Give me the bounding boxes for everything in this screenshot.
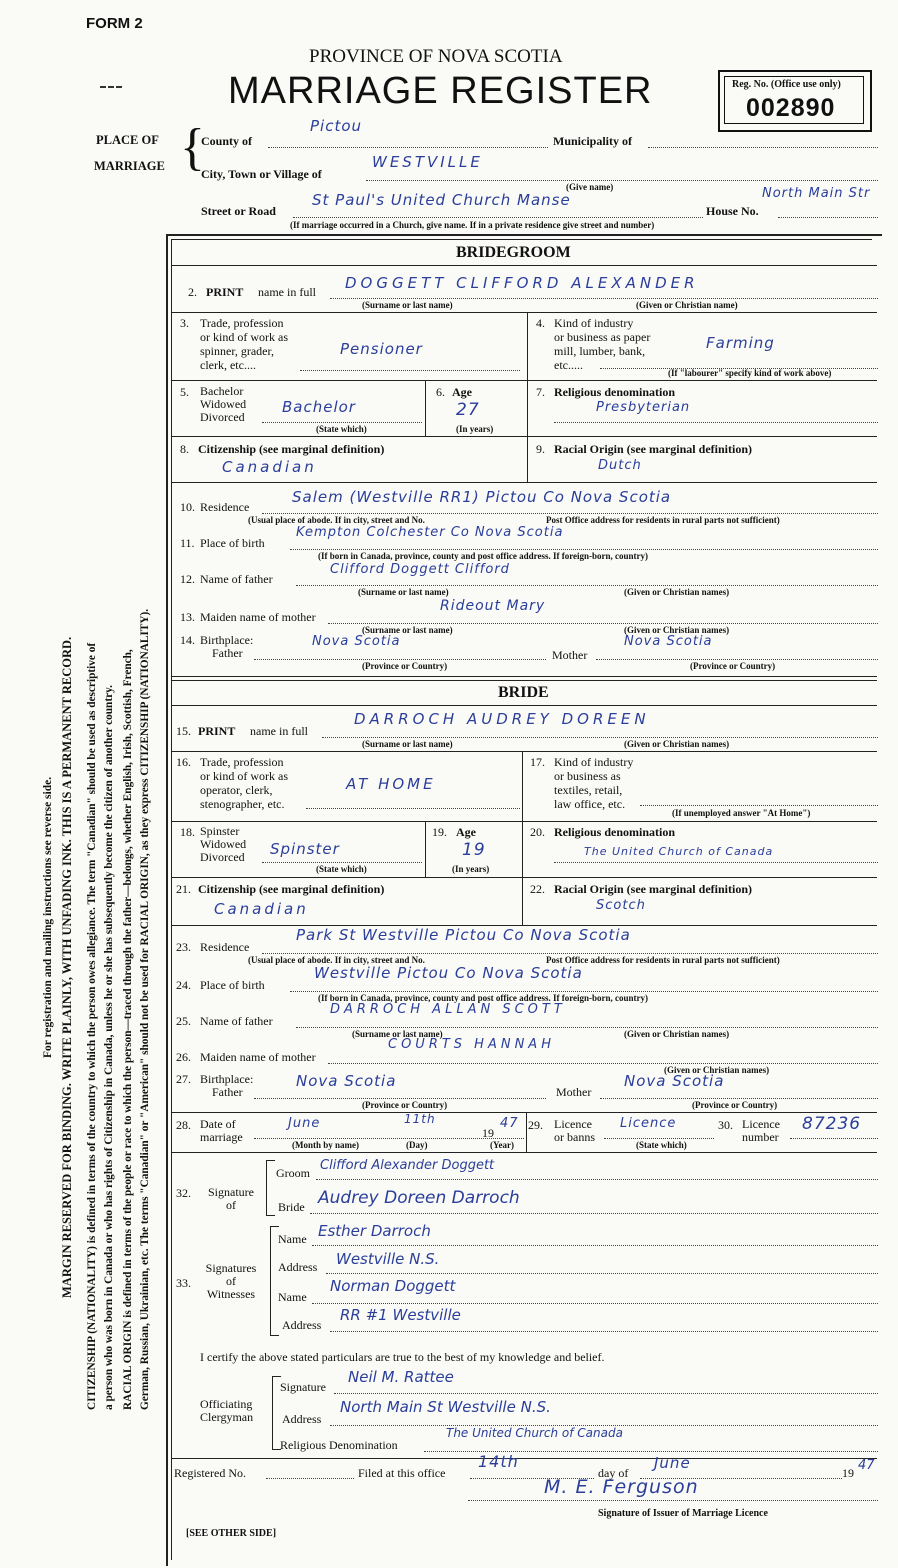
clergy-address-label: Address bbox=[282, 1412, 322, 1426]
groom-father-label: Name of father bbox=[200, 572, 273, 586]
bride-father-birthplace: Nova Scotia bbox=[296, 1072, 397, 1090]
caption: (Given or Christian name) bbox=[636, 300, 738, 310]
groom-mother-label: Maiden name of mother bbox=[200, 610, 316, 624]
filed-year: 47 bbox=[858, 1458, 875, 1473]
witness1-name-label: Name bbox=[278, 1232, 307, 1246]
caption: (In years) bbox=[456, 424, 494, 434]
groom-mother-value: Rideout Mary bbox=[440, 598, 546, 614]
groom-religion-value: Presbyterian bbox=[596, 400, 691, 415]
field-number: 13. bbox=[180, 610, 195, 624]
field-number: 11. bbox=[180, 536, 195, 550]
caption: (Given or Christian names) bbox=[624, 625, 730, 635]
bride-father-value: DARROCH ALLAN SCOTT bbox=[330, 1002, 566, 1017]
caption: (Usual place of abode. If in city, street and No. bbox=[248, 515, 425, 525]
place-note: (If marriage occurred in a Church, give name. If in a private residence give street and number) bbox=[290, 220, 655, 230]
caption: (In years) bbox=[452, 864, 490, 874]
groom-parents-birthplace-label: Birthplace: bbox=[200, 633, 254, 647]
margin-racial-def-1: RACIAL ORIGIN is defined in terms of the people or race to which the person—traced through the father—belongs, whether English, Irish, Scottish, French, bbox=[122, 649, 134, 1410]
field-number: 26. bbox=[176, 1050, 191, 1064]
margin-registration-note: For registration and mailing instructions see reverse side. bbox=[42, 776, 54, 1058]
field-number: 18. bbox=[180, 825, 195, 839]
caption: (Province or Country) bbox=[690, 661, 776, 671]
bride-racial-label: Racial Origin (see marginal definition) bbox=[554, 882, 752, 896]
field-number: 7. bbox=[536, 385, 545, 399]
margin-mark bbox=[100, 86, 122, 88]
field-number: 17. bbox=[530, 755, 545, 769]
clergy-address: North Main St Westville N.S. bbox=[340, 1398, 551, 1416]
registered-no-label: Registered No. bbox=[174, 1466, 246, 1480]
field-number: 30. bbox=[718, 1118, 733, 1132]
caption: (Given or Christian names) bbox=[624, 1029, 730, 1039]
witness1-address-label: Address bbox=[278, 1260, 318, 1274]
groom-marital-label: Bachelor Widowed Divorced bbox=[200, 384, 247, 424]
bride-racial-value: Scotch bbox=[596, 898, 646, 913]
give-name-caption: (Give name) bbox=[566, 182, 614, 192]
witness2-address-label: Address bbox=[282, 1318, 322, 1332]
house-value: North Main Str bbox=[762, 186, 871, 201]
bride-industry-label: Kind of industry or business as textiles, retail, law office, etc. bbox=[554, 755, 634, 811]
margin-racial-def-2: German, Russian, Ukrainian, etc. The terms "Canadian" or "American" should not be used for RACIAL ORIGIN, as they express CITIZENSHIP (NATIONALITY). bbox=[139, 608, 151, 1410]
bride-religion-label: Religious denomination bbox=[554, 825, 676, 839]
caption: (Year) bbox=[490, 1140, 514, 1150]
form-number: FORM 2 bbox=[86, 15, 143, 32]
caption: (Surname or last name) bbox=[358, 587, 449, 597]
caption: (If "labourer" specify kind of work above) bbox=[668, 368, 832, 378]
bride-residence-label: Residence bbox=[200, 940, 250, 954]
caption: (Surname or last name) bbox=[362, 739, 453, 749]
clergy-denomination-label: Religious Denomination bbox=[280, 1438, 398, 1452]
bride-name-value: DARROCH AUDREY DOREEN bbox=[354, 710, 650, 728]
place-label-2: MARRIAGE bbox=[94, 159, 165, 173]
bride-age-value: 19 bbox=[462, 840, 486, 860]
day-of-label: day of bbox=[598, 1466, 629, 1480]
licence-number-value: 87236 bbox=[802, 1114, 862, 1134]
groom-religion-label: Religious denomination bbox=[554, 385, 676, 399]
groom-father-birthplace: Nova Scotia bbox=[312, 634, 401, 649]
margin-binding-note: MARGIN RESERVED FOR BINDING. WRITE PLAINLY, WITH UNFADING INK. THIS IS A PERMANENT RECORD. bbox=[60, 636, 74, 1298]
bride-mother-birthplace: Nova Scotia bbox=[624, 1072, 725, 1090]
caption: (Usual place of abode. If in city, street and No. bbox=[248, 955, 425, 965]
margin-citizenship-def-2: a person who was born in Canada or who has rights of Citizenship in Canada, unless he or she has subsequently become the citizen of another country. bbox=[103, 685, 115, 1410]
caption: (If unemployed answer "At Home") bbox=[672, 808, 811, 818]
caption: Post Office address for residents in rural parts not sufficient) bbox=[546, 955, 780, 965]
year-prefix: 19 bbox=[842, 1466, 854, 1480]
field-number: 2. bbox=[188, 285, 197, 299]
groom-signature: Clifford Alexander Doggett bbox=[320, 1158, 495, 1173]
witness2-name-label: Name bbox=[278, 1290, 307, 1304]
field-number: 14. bbox=[180, 633, 195, 647]
field-number: 32. bbox=[176, 1186, 191, 1200]
field-number: 10. bbox=[180, 500, 195, 514]
bride-birthplace-label: Place of birth bbox=[200, 978, 265, 992]
father-label: Father bbox=[212, 646, 243, 660]
caption: (Province or Country) bbox=[362, 661, 448, 671]
bride-marital-value: Spinster bbox=[270, 840, 340, 858]
caption: (State which) bbox=[316, 864, 367, 874]
bride-name-label: name in full bbox=[250, 724, 308, 738]
witness1-address: Westville N.S. bbox=[336, 1250, 440, 1268]
licence-banns-label: Licence or banns bbox=[554, 1117, 595, 1144]
reg-number: 002890 bbox=[746, 94, 836, 122]
signature-label: Signature of bbox=[208, 1185, 254, 1212]
field-number: 16. bbox=[176, 755, 191, 769]
caption: (State which) bbox=[316, 424, 367, 434]
marriage-year: 47 bbox=[500, 1116, 519, 1131]
witness2-name: Norman Doggett bbox=[330, 1277, 456, 1295]
groom-citizenship-label: Citizenship (see marginal definition) bbox=[198, 442, 385, 456]
filed-day: 14th bbox=[478, 1452, 519, 1471]
bride-religion-value: The United Church of Canada bbox=[584, 845, 774, 858]
groom-father-value: Clifford Doggett Clifford bbox=[330, 562, 510, 577]
caption: (If born in Canada, province, county and post office address. If foreign-born, country) bbox=[318, 993, 649, 1003]
year-prefix: 19 bbox=[482, 1126, 494, 1140]
certification-statement: I certify the above stated particulars are true to the best of my knowledge and belief. bbox=[200, 1350, 605, 1364]
see-other-side: [SEE OTHER SIDE] bbox=[186, 1528, 277, 1539]
field-number: 8. bbox=[180, 442, 189, 456]
bride-mother-label: Maiden name of mother bbox=[200, 1050, 316, 1064]
groom-name-label: name in full bbox=[258, 285, 316, 299]
licence-banns-value: Licence bbox=[620, 1116, 677, 1131]
witnesses-label: Signatures of Witnesses bbox=[205, 1261, 257, 1301]
groom-racial-label: Racial Origin (see marginal definition) bbox=[554, 442, 752, 456]
field-number: 5. bbox=[180, 385, 189, 399]
groom-citizenship-value: Canadian bbox=[222, 458, 317, 476]
field-number: 9. bbox=[536, 442, 545, 456]
witness1-name: Esther Darroch bbox=[318, 1222, 431, 1240]
document-title: MARRIAGE REGISTER bbox=[228, 70, 653, 112]
clergy-signature: Neil M. Rattee bbox=[348, 1368, 454, 1386]
groom-birthplace-label: Place of birth bbox=[200, 536, 265, 550]
reg-number-box bbox=[718, 70, 872, 132]
bride-mother-value: COURTS HANNAH bbox=[388, 1037, 555, 1052]
filed-label: Filed at this office bbox=[358, 1466, 446, 1480]
municipality-label: Municipality of bbox=[553, 134, 633, 148]
marriage-date-label: Date of marriage bbox=[200, 1117, 243, 1144]
issuer-signature-caption: Signature of Issuer of Marriage Licence bbox=[598, 1508, 768, 1519]
mother-label: Mother bbox=[556, 1085, 592, 1099]
bride-birthplace-value: Westville Pictou Co Nova Scotia bbox=[314, 964, 583, 982]
bride-marital-label: Spinster Widowed Divorced bbox=[200, 824, 247, 864]
groom-birthplace-value: Kempton Colchester Co Nova Scotia bbox=[296, 525, 564, 540]
house-label: House No. bbox=[706, 204, 759, 218]
groom-racial-value: Dutch bbox=[598, 458, 642, 473]
caption: (Month by name) bbox=[292, 1140, 359, 1150]
place-brace: { bbox=[180, 119, 205, 176]
groom-age-value: 27 bbox=[456, 400, 480, 420]
caption: (Surname or last name) bbox=[352, 1029, 443, 1039]
witness2-address: RR #1 Westville bbox=[340, 1306, 461, 1324]
bride-trade-label: Trade, profession or kind of work as operator, clerk, stenographer, etc. bbox=[200, 755, 288, 811]
margin-citizenship-def-1: CITIZENSHIP (NATIONALITY) is defined in terms of the country to which the person owes allegiance. The term "Canadian" should be used as descriptive of bbox=[86, 642, 98, 1410]
county-label: County of bbox=[201, 134, 253, 148]
groom-age-label: Age bbox=[452, 385, 472, 399]
field-number: 33. bbox=[176, 1276, 191, 1290]
bride-citizenship-value: Canadian bbox=[214, 900, 309, 918]
groom-trade-value: Pensioner bbox=[340, 340, 423, 358]
caption: (Given or Christian names) bbox=[664, 1065, 770, 1075]
reg-number-label: Reg. No. (Office use only) bbox=[732, 79, 841, 90]
clergy-denomination: The United Church of Canada bbox=[446, 1426, 623, 1440]
groom-marital-value: Bachelor bbox=[282, 398, 356, 416]
groom-industry-label: Kind of industry or business as paper mill, lumber, bank, etc..... bbox=[554, 316, 651, 372]
groom-section-heading: BRIDEGROOM bbox=[456, 244, 571, 261]
caption: (Surname or last name) bbox=[362, 300, 453, 310]
field-number: 15. bbox=[176, 724, 191, 738]
groom-mother-birthplace: Nova Scotia bbox=[624, 634, 713, 649]
street-label: Street or Road bbox=[201, 204, 276, 218]
caption: (Given or Christian names) bbox=[624, 739, 730, 749]
officiating-clergyman-label: Officiating Clergyman bbox=[200, 1397, 254, 1424]
field-number: 12. bbox=[180, 572, 195, 586]
marriage-day: 11th bbox=[404, 1112, 436, 1126]
groom-signature-label: Groom bbox=[276, 1166, 310, 1180]
caption: (State which) bbox=[636, 1140, 687, 1150]
bride-section-heading: BRIDE bbox=[498, 684, 549, 701]
street-value: St Paul's United Church Manse bbox=[312, 191, 571, 209]
bride-father-label: Name of father bbox=[200, 1014, 273, 1028]
bride-signature-label: Bride bbox=[278, 1200, 305, 1214]
marriage-month: June bbox=[288, 1116, 321, 1131]
place-label-1: PLACE OF bbox=[96, 133, 159, 147]
print-label: PRINT bbox=[198, 724, 236, 738]
field-number: 22. bbox=[530, 882, 545, 896]
groom-industry-value: Farming bbox=[706, 334, 775, 352]
county-value: Pictou bbox=[310, 117, 363, 135]
caption: (Province or Country) bbox=[692, 1100, 778, 1110]
field-number: 23. bbox=[176, 940, 191, 954]
caption: (Province or Country) bbox=[362, 1100, 448, 1110]
filed-month: June bbox=[654, 1454, 691, 1472]
field-number: 27. bbox=[176, 1072, 191, 1086]
field-number: 24. bbox=[176, 978, 191, 992]
bride-citizenship-label: Citizenship (see marginal definition) bbox=[198, 882, 385, 896]
clergy-signature-label: Signature bbox=[280, 1380, 326, 1394]
field-number: 6. bbox=[436, 385, 445, 399]
licence-number-label: Licence number bbox=[742, 1117, 780, 1144]
caption: (Day) bbox=[406, 1140, 428, 1150]
groom-trade-label: Trade, profession or kind of work as spinner, grader, clerk, etc.... bbox=[200, 316, 288, 372]
field-number: 29. bbox=[528, 1118, 543, 1132]
groom-residence-value: Salem (Westville RR1) Pictou Co Nova Scotia bbox=[292, 488, 672, 506]
field-number: 20. bbox=[530, 825, 545, 839]
caption: Post Office address for residents in rural parts not sufficient) bbox=[546, 515, 780, 525]
caption: (Given or Christian names) bbox=[624, 587, 730, 597]
field-number: 4. bbox=[536, 316, 545, 330]
mother-label: Mother bbox=[552, 648, 588, 662]
city-value: WESTVILLE bbox=[372, 153, 483, 171]
groom-name-value: DOGGETT CLIFFORD ALEXANDER bbox=[345, 274, 699, 292]
field-number: 28. bbox=[176, 1118, 191, 1132]
issuer-signature: M. E. Ferguson bbox=[544, 1476, 699, 1498]
field-number: 3. bbox=[180, 316, 189, 330]
caption: (If born in Canada, province, county and post office address. If foreign-born, country) bbox=[318, 551, 649, 561]
field-number: 25. bbox=[176, 1014, 191, 1028]
bride-trade-value: AT HOME bbox=[346, 775, 436, 793]
father-label: Father bbox=[212, 1085, 243, 1099]
field-number: 21. bbox=[176, 882, 191, 896]
city-label: City, Town or Village of bbox=[201, 167, 322, 181]
bride-signature: Audrey Doreen Darroch bbox=[318, 1188, 520, 1208]
bride-age-label: Age bbox=[456, 825, 476, 839]
bride-parents-birthplace-label: Birthplace: bbox=[200, 1072, 254, 1086]
province-heading: PROVINCE OF NOVA SCOTIA bbox=[309, 46, 563, 67]
field-number: 19. bbox=[432, 825, 447, 839]
caption: (Surname or last name) bbox=[362, 625, 453, 635]
groom-residence-label: Residence bbox=[200, 500, 250, 514]
bride-residence-value: Park St Westville Pictou Co Nova Scotia bbox=[296, 926, 631, 944]
print-label: PRINT bbox=[206, 285, 244, 299]
